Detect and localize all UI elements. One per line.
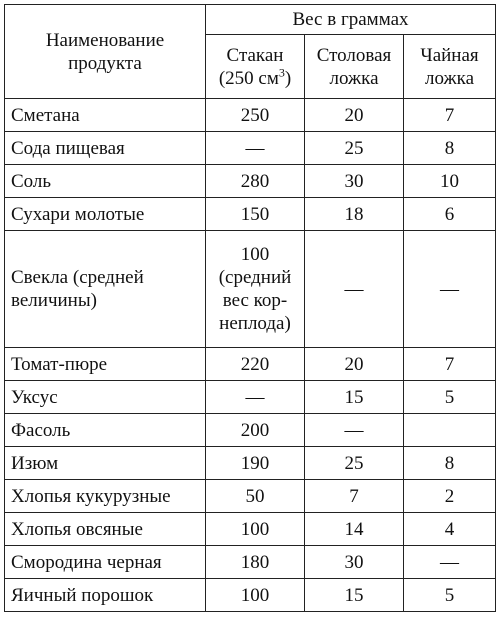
glass-weight: 220 [206, 348, 305, 381]
product-name: Уксус [5, 381, 206, 414]
teaspoon-weight: 7 [404, 99, 496, 132]
table-row [5, 579, 496, 612]
teaspoon-weight: 7 [404, 348, 496, 381]
product-name: Хлопья кукурузные [5, 480, 206, 513]
product-name: Свекла (средней величины) [5, 231, 206, 348]
tablespoon-weight: — [305, 231, 404, 348]
table-row [5, 348, 496, 381]
teaspoon-weight [404, 414, 496, 447]
weights-table [4, 4, 496, 612]
tablespoon-weight: 7 [305, 480, 404, 513]
glass-weight: 280 [206, 165, 305, 198]
header-weight-group: Вес в граммах [206, 5, 496, 35]
glass-weight: 100 (средний вес кор-неплода) [206, 231, 305, 348]
header-glass-label: Стакан [226, 44, 284, 66]
teaspoon-weight: 10 [404, 165, 496, 198]
tablespoon-weight: 25 [305, 132, 404, 165]
header-glass-unit: (250 см [218, 67, 279, 89]
tablespoon-weight: — [305, 414, 404, 447]
table-row [5, 231, 496, 348]
table-row [5, 513, 496, 546]
table-row [5, 546, 496, 579]
product-name: Фасоль [5, 414, 206, 447]
teaspoon-weight: 8 [404, 447, 496, 480]
glass-weight: 250 [206, 99, 305, 132]
glass-weight: 100 [206, 513, 305, 546]
glass-weight: 100 [206, 579, 305, 612]
glass-weight: 190 [206, 447, 305, 480]
header-product-name: Наименование продукта [5, 5, 206, 99]
glass-weight: — [206, 132, 305, 165]
table-row [5, 414, 496, 447]
teaspoon-weight: 2 [404, 480, 496, 513]
product-name: Изюм [5, 447, 206, 480]
glass-weight: 50 [206, 480, 305, 513]
glass-weight: 150 [206, 198, 305, 231]
tablespoon-weight: 30 [305, 546, 404, 579]
glass-weight: — [206, 381, 305, 414]
table-row [5, 381, 496, 414]
teaspoon-weight: — [404, 231, 496, 348]
header-glass [206, 35, 305, 99]
teaspoon-weight: — [404, 546, 496, 579]
tablespoon-weight: 15 [305, 579, 404, 612]
tablespoon-weight: 20 [305, 348, 404, 381]
glass-weight: 180 [206, 546, 305, 579]
tablespoon-weight: 18 [305, 198, 404, 231]
teaspoon-weight: 8 [404, 132, 496, 165]
glass-weight: 200 [206, 414, 305, 447]
tablespoon-weight: 15 [305, 381, 404, 414]
table-row [5, 165, 496, 198]
header-glass-unit-close: ) [284, 67, 292, 89]
table-row [5, 132, 496, 165]
teaspoon-weight: 5 [404, 381, 496, 414]
table-row [5, 198, 496, 231]
product-name: Яичный порошок [5, 579, 206, 612]
teaspoon-weight: 6 [404, 198, 496, 231]
teaspoon-weight: 5 [404, 579, 496, 612]
product-name: Хлопья овсяные [5, 513, 206, 546]
tablespoon-weight: 25 [305, 447, 404, 480]
table-row [5, 447, 496, 480]
header-teaspoon: Чайная ложка [404, 35, 496, 99]
table-row [5, 99, 496, 132]
tablespoon-weight: 14 [305, 513, 404, 546]
product-name: Томат-пюре [5, 348, 206, 381]
product-name: Соль [5, 165, 206, 198]
product-name: Сметана [5, 99, 206, 132]
product-name: Сода пищевая [5, 132, 206, 165]
teaspoon-weight: 4 [404, 513, 496, 546]
product-name: Сухари молотые [5, 198, 206, 231]
tablespoon-weight: 30 [305, 165, 404, 198]
table-row [5, 480, 496, 513]
product-name: Смородина черная [5, 546, 206, 579]
tablespoon-weight: 20 [305, 99, 404, 132]
header-glass-unit-sup: 3 [278, 65, 285, 80]
header-tablespoon: Столовая ложка [305, 35, 404, 99]
